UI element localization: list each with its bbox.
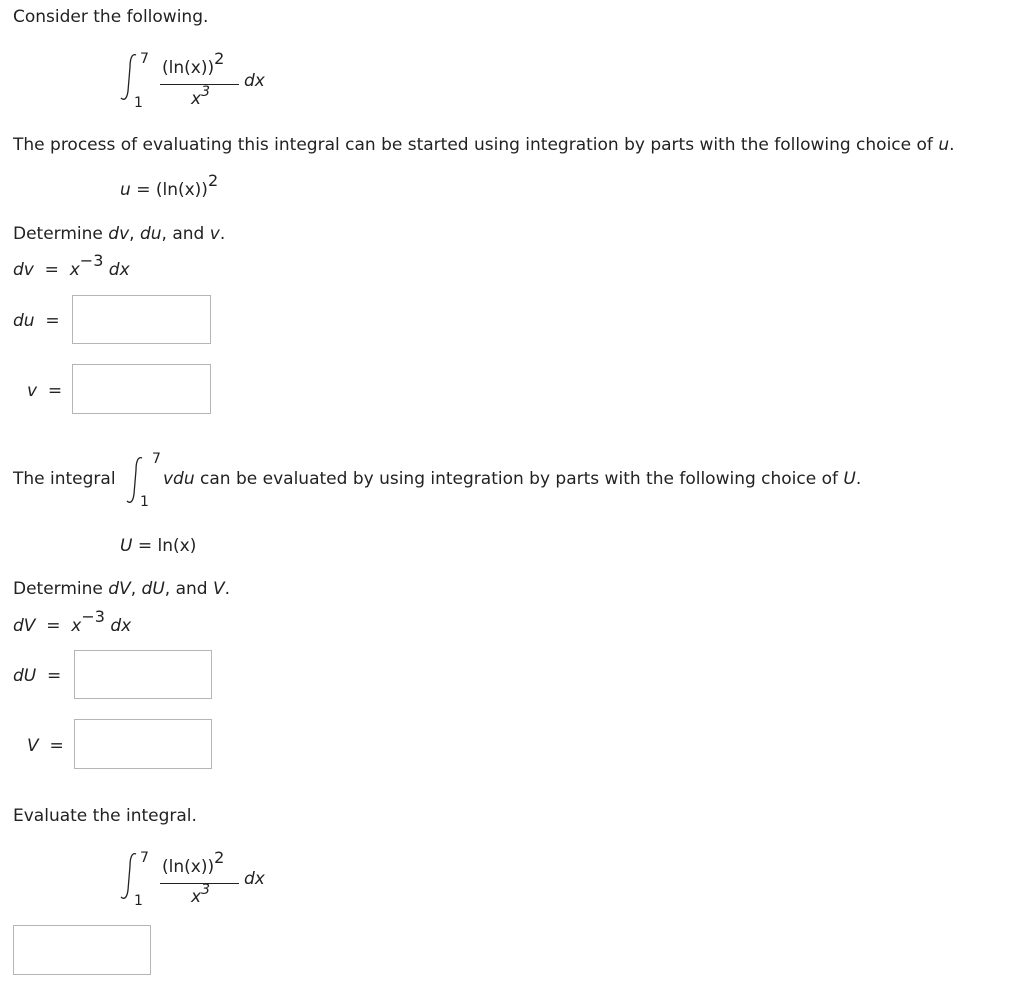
second-integral-prefix: The integral	[13, 469, 116, 489]
du-label: du =	[13, 311, 60, 331]
lower-limit: 1	[134, 95, 143, 111]
fraction-bar	[160, 84, 239, 85]
lower-limit-3: 1	[134, 893, 143, 909]
lower-limit-2: 1	[140, 494, 149, 510]
V-answer-input[interactable]	[74, 719, 212, 769]
denominator-3: $x^3$	[191, 882, 210, 907]
upper-limit-2: 7	[152, 451, 161, 467]
v-label: v =	[27, 381, 63, 401]
dV-row: dV = x−3 dx	[13, 607, 132, 636]
V-label: V =	[27, 736, 64, 756]
u-choice: u = (ln(x))2	[120, 171, 219, 200]
fraction-bar-3	[160, 883, 239, 884]
dU-label: dU =	[13, 666, 62, 686]
upper-limit-3: 7	[140, 850, 149, 866]
determine-dv-du-v: Determine dv, du, and v.	[13, 224, 226, 244]
final-answer-input[interactable]	[13, 925, 151, 975]
second-integral-text: vdu can be evaluated by using integration by parts with the following choice of U.	[163, 469, 862, 489]
dx-label: dx	[244, 71, 265, 91]
dv-row: dv = x−3 dx	[13, 251, 130, 280]
evaluate-text: Evaluate the integral.	[13, 806, 197, 826]
determine-dV-dU-V: Determine dV, dU, and V.	[13, 579, 231, 599]
process-text: The process of evaluating this integral can be started using integration by parts with the following choice of u.	[13, 135, 955, 155]
denominator: $x^3$	[191, 84, 210, 109]
numerator-3: (ln(x))2	[162, 848, 225, 877]
du-answer-input[interactable]	[72, 295, 211, 344]
U-choice: U = ln(x)	[120, 536, 197, 556]
v-answer-input[interactable]	[72, 364, 211, 414]
dU-answer-input[interactable]	[74, 650, 212, 699]
intro-text: Consider the following.	[13, 7, 209, 27]
dx-label-3: dx	[244, 869, 265, 889]
numerator: (ln(x))2	[162, 49, 225, 78]
upper-limit: 7	[140, 51, 149, 67]
